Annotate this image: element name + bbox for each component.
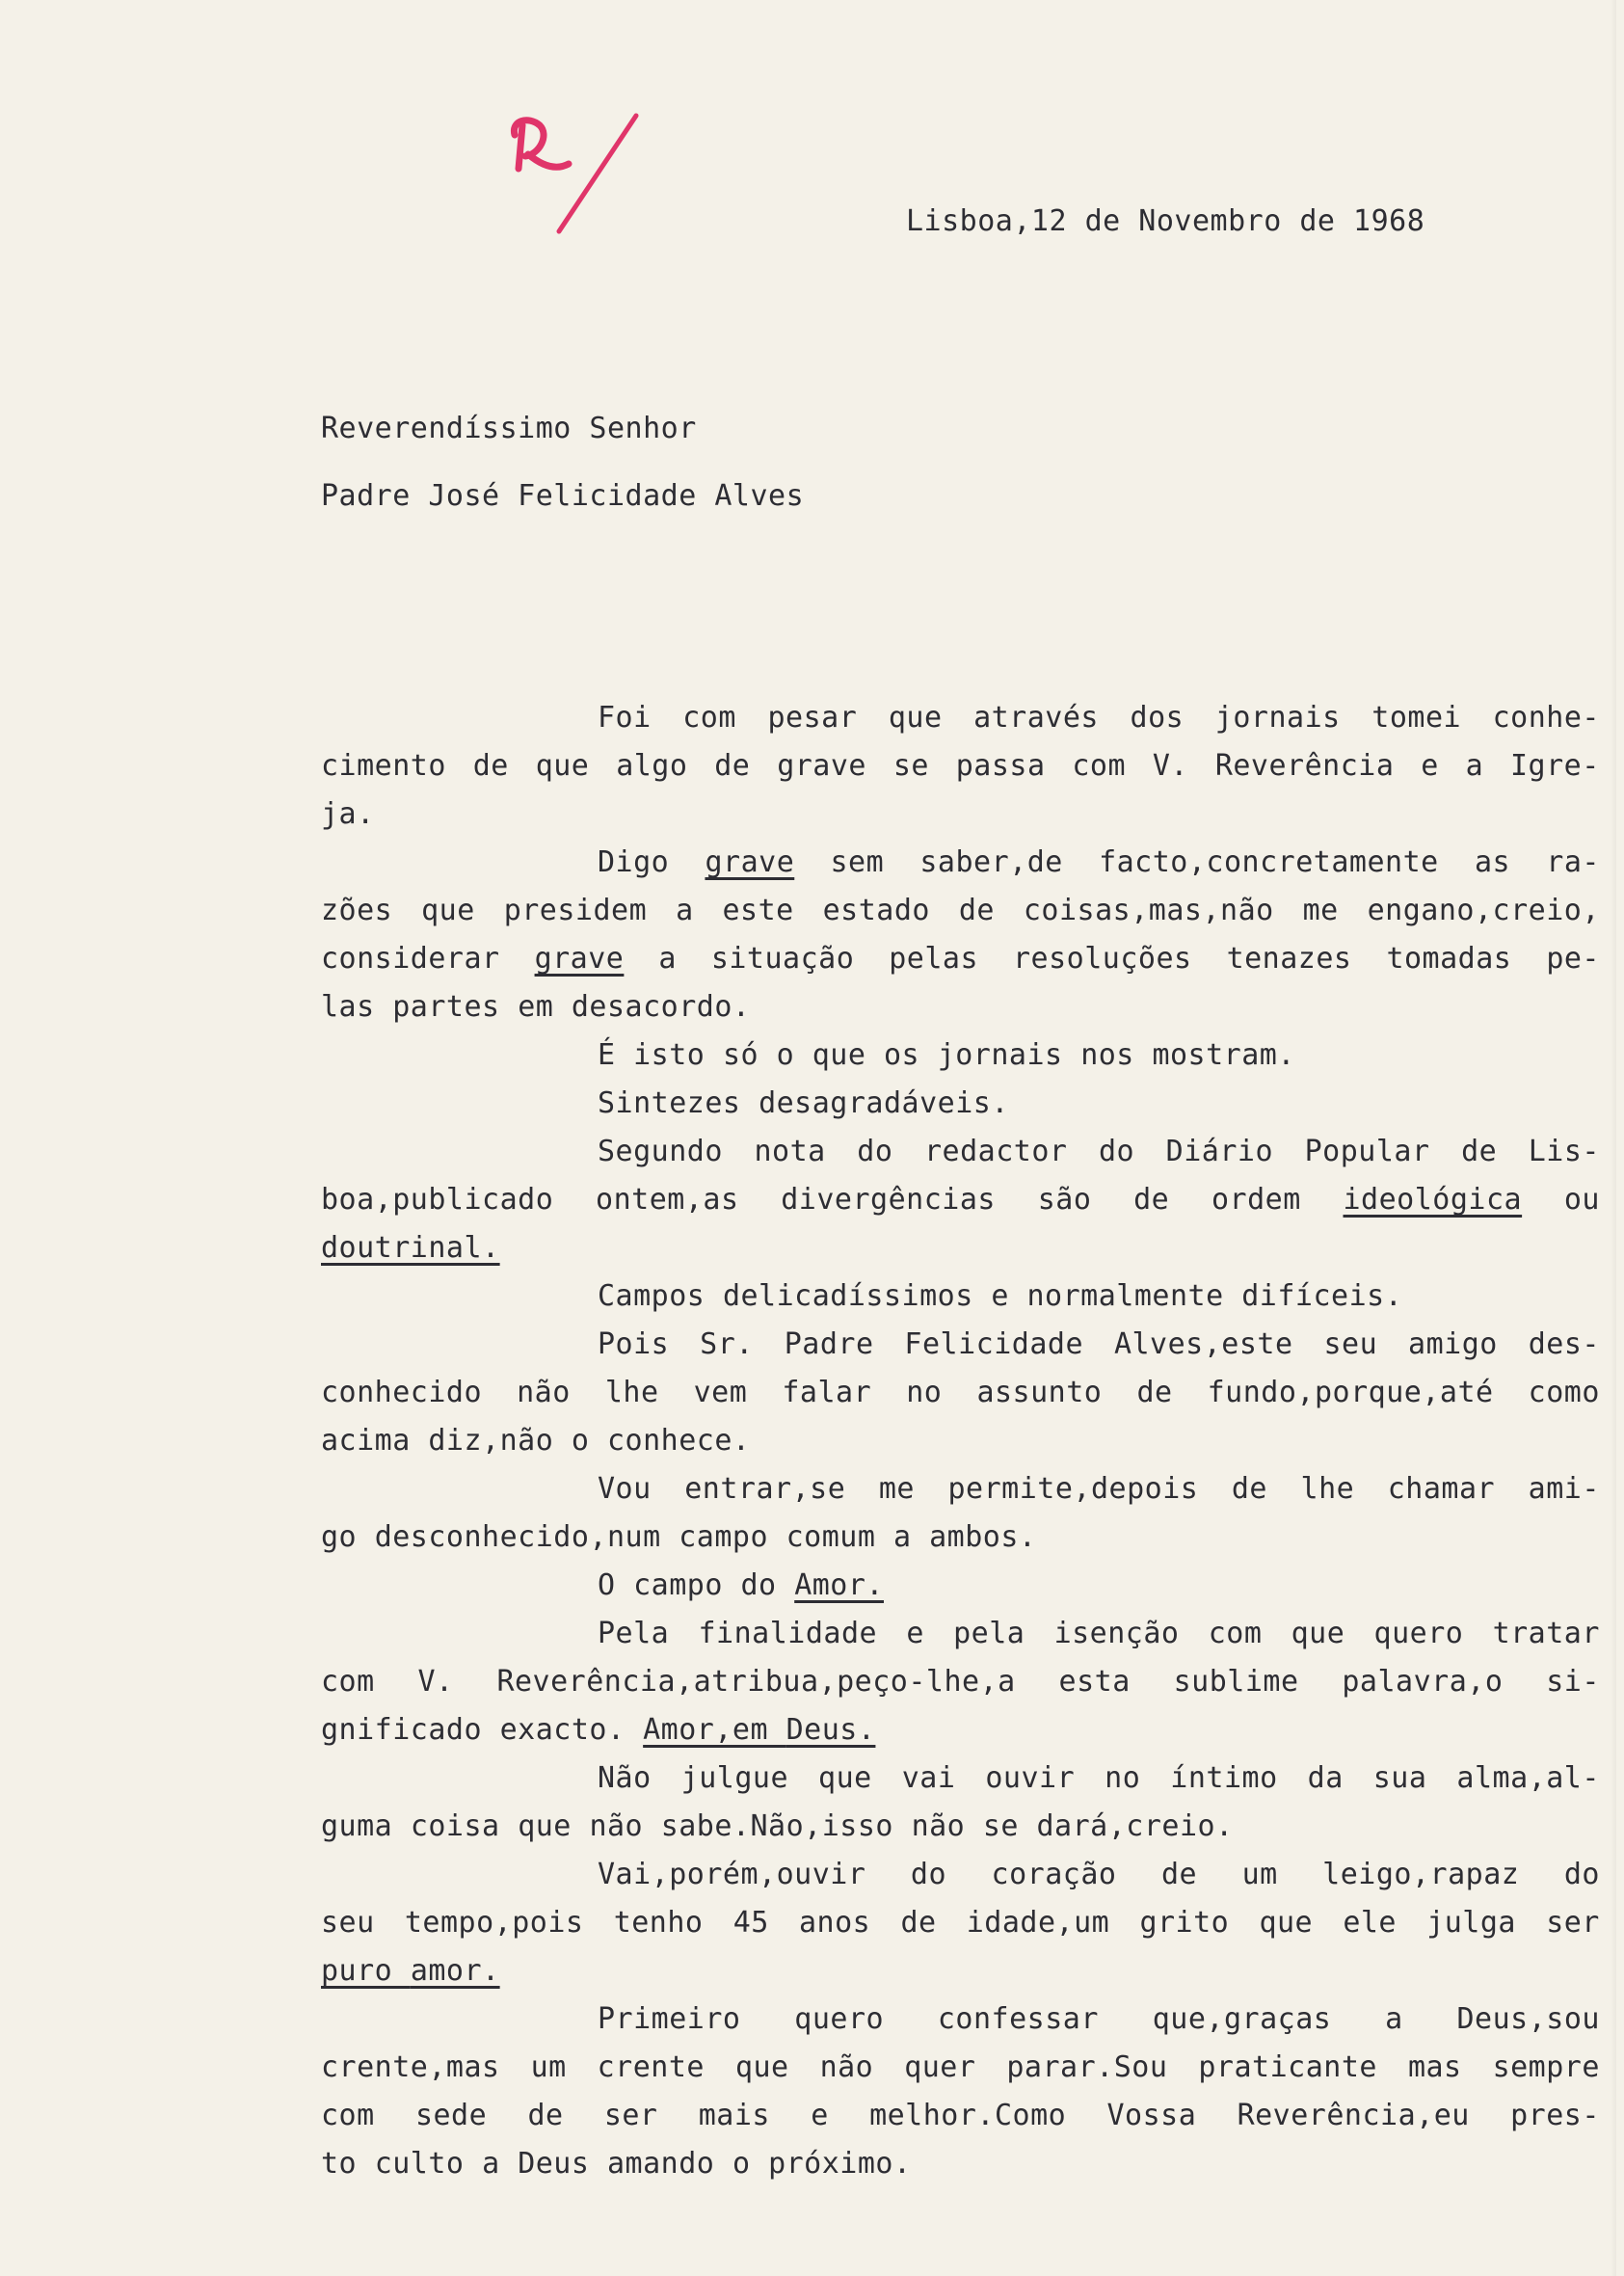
body-word: Reverência <box>1214 749 1395 783</box>
body-word: seu <box>1323 1327 1378 1361</box>
body-word: conhecido <box>321 1376 483 1409</box>
body-word: isto <box>633 1038 723 1072</box>
body-line <box>598 1761 1600 1795</box>
body-line <box>321 1954 500 1988</box>
body-word: 45 <box>732 1906 769 1940</box>
body-word: do <box>910 1858 947 1891</box>
body-word: o <box>571 1424 607 1458</box>
body-word: campo <box>633 1568 741 1602</box>
body-word: las <box>321 990 393 1024</box>
body-line <box>321 1183 1600 1217</box>
body-word: facto,concretamente <box>1099 845 1439 879</box>
body-line <box>598 2002 1600 2036</box>
body-word: e <box>991 1279 1027 1313</box>
body-line <box>598 701 1600 735</box>
body-word: Amor,em <box>643 1713 786 1747</box>
body-word: tomei <box>1371 701 1462 735</box>
body-word: grave <box>777 749 866 783</box>
body-word: que <box>734 2050 789 2084</box>
body-word: que <box>888 701 943 735</box>
body-word: divergências <box>781 1183 996 1217</box>
body-word: to <box>321 2147 375 2181</box>
body-word: Campos <box>598 1279 723 1313</box>
body-word: sabe.Não,isso <box>660 1809 912 1843</box>
body-word: com <box>321 2099 375 2132</box>
body-word: e <box>811 2099 829 2132</box>
body-word: tenho <box>613 1906 704 1940</box>
body-word: com <box>682 701 736 735</box>
body-word: Sintezes <box>598 1086 759 1120</box>
body-word: no <box>906 1376 943 1409</box>
body-word: V. <box>417 1665 454 1699</box>
body-word: Sr. <box>700 1327 754 1361</box>
body-line <box>321 1809 1234 1843</box>
body-word: Reverência,atribua,peço-lhe,a <box>496 1665 1016 1699</box>
body-word: des- <box>1528 1327 1600 1361</box>
body-word: este <box>722 894 794 927</box>
body-word: seu <box>321 1906 375 1940</box>
body-line <box>598 1279 1403 1313</box>
body-word: com <box>1208 1617 1263 1650</box>
body-word: cimento <box>321 749 446 783</box>
body-line <box>598 1038 1295 1072</box>
body-line <box>321 1520 1037 1554</box>
body-word: difíceis. <box>1241 1279 1403 1313</box>
body-line <box>321 1424 751 1458</box>
body-word: um <box>530 2050 567 2084</box>
body-word: esta <box>1058 1665 1131 1699</box>
body-word: Primeiro <box>598 2002 741 2036</box>
body-word: se <box>982 1809 1037 1843</box>
body-word: Segundo <box>598 1135 723 1168</box>
body-word: engano,creio, <box>1367 894 1600 927</box>
body-word: presidem <box>503 894 648 927</box>
body-word: ra- <box>1546 845 1600 879</box>
body-word: a <box>482 2147 519 2181</box>
body-word: se <box>892 749 929 783</box>
body-word: que <box>818 1761 872 1795</box>
body-word: mostram. <box>1152 1038 1295 1072</box>
body-word: de <box>1461 1135 1498 1168</box>
body-word: como <box>1528 1376 1600 1409</box>
body-word: culto <box>374 2147 483 2181</box>
body-word: o <box>776 1038 812 1072</box>
body-word: que <box>518 1809 590 1843</box>
body-word: desacordo. <box>571 990 751 1024</box>
body-line <box>321 2050 1600 2084</box>
body-word: comum <box>785 1520 893 1554</box>
body-word: sede <box>414 2099 488 2132</box>
body-word: quer <box>904 2050 976 2084</box>
body-word: me <box>1302 894 1339 927</box>
body-word: a <box>658 942 677 976</box>
body-word: vai <box>901 1761 956 1795</box>
body-word: Lis- <box>1528 1135 1600 1168</box>
body-word: de <box>1160 1858 1198 1891</box>
body-word: através <box>973 701 1099 735</box>
body-word: a <box>676 894 694 927</box>
body-word: considerar <box>321 942 500 976</box>
body-word: idade,um <box>966 1906 1110 1940</box>
body-word: V. <box>1152 749 1188 783</box>
body-word: o <box>732 2147 769 2181</box>
body-word: parar.Sou <box>1006 2050 1168 2084</box>
body-line <box>598 1858 1600 1891</box>
body-word: leigo,rapaz <box>1322 1858 1520 1891</box>
body-word: pelas <box>889 942 979 976</box>
body-word: de <box>714 749 751 783</box>
body-word: resoluções <box>1013 942 1192 976</box>
body-word: Vou <box>598 1472 652 1506</box>
body-word: a <box>1465 749 1484 783</box>
body-word: Deus <box>518 2147 607 2181</box>
body-word: Pois <box>598 1327 670 1361</box>
body-line <box>598 1472 1600 1506</box>
body-word: doutrinal. <box>321 1231 500 1265</box>
body-word: Igre- <box>1510 749 1600 783</box>
body-word: a <box>892 1520 930 1554</box>
body-line <box>321 749 1600 783</box>
body-word: campo <box>679 1520 786 1554</box>
body-word: praticante <box>1198 2050 1377 2084</box>
body-word: crente,mas <box>321 2050 500 2084</box>
body-word: são <box>1037 1183 1092 1217</box>
body-word: mas <box>1407 2050 1462 2084</box>
body-word: quero <box>794 2002 885 2036</box>
body-line <box>321 2147 912 2181</box>
body-word: finalidade <box>698 1617 878 1650</box>
body-word: melhor.Como <box>869 2099 1067 2132</box>
body-word: estado <box>822 894 930 927</box>
body-word: não <box>589 1809 661 1843</box>
body-word: Vossa <box>1106 2099 1197 2132</box>
body-word: tempo,pois <box>404 1906 584 1940</box>
body-word: conhece. <box>607 1424 751 1458</box>
body-line <box>321 894 1600 927</box>
body-word: diz,não <box>428 1424 572 1458</box>
body-word: tomadas <box>1386 942 1512 976</box>
body-word: Padre <box>784 1327 874 1361</box>
body-word: do <box>1563 1858 1600 1891</box>
body-word: ideológica <box>1343 1183 1523 1217</box>
body-word: de <box>958 894 995 927</box>
body-word: e <box>1421 749 1439 783</box>
body-word: alma,al- <box>1456 1761 1600 1795</box>
body-word: que <box>812 1038 884 1072</box>
salutation-name: Padre José Felicidade Alves <box>321 479 805 513</box>
body-line <box>321 1665 1600 1699</box>
body-word: Felicidade <box>904 1327 1084 1361</box>
body-word: quero <box>1373 1617 1464 1650</box>
body-line <box>598 845 1600 879</box>
body-line <box>321 797 375 831</box>
body-word: ou <box>1563 1183 1600 1217</box>
body-word: Não <box>598 1761 652 1795</box>
body-word: Foi <box>598 701 652 735</box>
body-word: dará,creio. <box>1036 1809 1234 1843</box>
body-word: amor. <box>410 1954 500 1988</box>
body-word: de <box>472 749 509 783</box>
body-word: palavra,o <box>1342 1665 1504 1699</box>
body-line <box>321 990 751 1024</box>
body-word: acima <box>321 1424 429 1458</box>
body-word: saber,de <box>919 845 1063 879</box>
body-word: pres- <box>1510 2099 1600 2132</box>
body-word: normalmente <box>1026 1279 1242 1313</box>
body-word: zões <box>321 894 393 927</box>
body-word: e <box>906 1617 924 1650</box>
body-word: com <box>1072 749 1127 783</box>
body-word: que <box>535 749 590 783</box>
body-word: dos <box>1130 701 1185 735</box>
body-word: partes <box>392 990 519 1024</box>
body-word: grave <box>534 942 625 976</box>
body-word: amigo <box>1408 1327 1498 1361</box>
body-word: pesar <box>767 701 858 735</box>
body-word: lhe <box>604 1376 659 1409</box>
body-word: ambos. <box>929 1520 1037 1554</box>
body-word: confessar <box>937 2002 1099 2036</box>
body-word: ami- <box>1528 1472 1600 1506</box>
body-word: da <box>1307 1761 1344 1795</box>
body-line <box>598 1617 1600 1650</box>
body-word: com <box>321 1665 375 1699</box>
body-word: algo <box>616 749 688 783</box>
body-word: só <box>722 1038 777 1072</box>
body-word: que <box>1291 1617 1345 1650</box>
body-word: de <box>527 2099 564 2132</box>
body-word: exacto. <box>499 1713 644 1747</box>
body-word: jornais <box>937 1038 1081 1072</box>
body-word: permite,depois <box>947 1472 1199 1506</box>
body-word: É <box>598 1038 634 1072</box>
body-word: falar <box>782 1376 872 1409</box>
body-word: desconhecido,num <box>374 1520 679 1554</box>
body-word: Pela <box>598 1617 670 1650</box>
body-word: de <box>1231 1472 1267 1506</box>
body-word: entrar,se <box>684 1472 846 1506</box>
body-word: tratar <box>1492 1617 1600 1650</box>
body-word: não <box>911 1809 983 1843</box>
body-word: Amor. <box>794 1568 884 1602</box>
body-word: ontem,as <box>596 1183 739 1217</box>
body-word: nota <box>754 1135 826 1168</box>
body-word: tenazes <box>1226 942 1352 976</box>
body-word: julgue <box>680 1761 789 1795</box>
body-word: do <box>1099 1135 1135 1168</box>
body-word: crente <box>597 2050 705 2084</box>
body-word: a <box>1385 2002 1403 2036</box>
body-word: Alves,este <box>1113 1327 1293 1361</box>
body-word: chamar <box>1387 1472 1496 1506</box>
body-word: em <box>518 990 572 1024</box>
body-word: me <box>878 1472 915 1506</box>
body-word: ser <box>603 2099 658 2132</box>
body-word: próximo. <box>768 2147 912 2181</box>
body-line <box>598 1086 1009 1120</box>
body-line <box>321 1906 1600 1940</box>
body-word: coração <box>991 1858 1117 1891</box>
body-word: do <box>740 1568 795 1602</box>
body-word: puro <box>321 1954 411 1988</box>
body-word: julga <box>1426 1906 1516 1940</box>
body-word: no <box>1105 1761 1141 1795</box>
body-word: ser <box>1546 1906 1600 1940</box>
body-word: Vai,porém,ouvir <box>598 1858 866 1891</box>
body-word: redactor <box>923 1135 1068 1168</box>
body-word: isenção <box>1053 1617 1180 1650</box>
body-line <box>321 2099 1600 2132</box>
page-edge-shadow <box>1611 0 1616 2276</box>
body-word: Deus. <box>785 1713 876 1747</box>
body-line <box>321 1231 500 1265</box>
body-word: Diário <box>1165 1135 1274 1168</box>
body-word: que <box>421 894 475 927</box>
salutation-title: Reverendíssimo Senhor <box>321 412 697 445</box>
body-line <box>598 1327 1600 1361</box>
body-word: anos <box>799 1906 871 1940</box>
body-word: nos <box>1080 1038 1153 1072</box>
body-word: vem <box>693 1376 748 1409</box>
body-word: sua <box>1372 1761 1427 1795</box>
body-word: de <box>900 1906 937 1940</box>
body-word: pe- <box>1546 942 1600 976</box>
body-word: as <box>1474 845 1511 879</box>
body-word: situação <box>710 942 855 976</box>
body-word: grave <box>705 845 795 879</box>
body-word: sempre <box>1492 2050 1600 2084</box>
body-word: não <box>819 2050 874 2084</box>
body-line <box>321 942 1600 976</box>
body-word: Digo <box>598 845 670 879</box>
body-word: um <box>1241 1858 1278 1891</box>
body-word: que <box>1259 1906 1314 1940</box>
body-word: lhe <box>1300 1472 1355 1506</box>
body-word: Popular <box>1304 1135 1430 1168</box>
body-line <box>598 1568 884 1602</box>
body-word: íntimo <box>1170 1761 1278 1795</box>
body-word: os <box>884 1038 938 1072</box>
body-word: O <box>598 1568 634 1602</box>
body-word: fundo,porque,até <box>1207 1376 1494 1409</box>
body-word: conhe- <box>1492 701 1600 735</box>
body-line <box>321 1376 1600 1409</box>
body-word: grito <box>1139 1906 1230 1940</box>
body-word: jornais <box>1214 701 1341 735</box>
body-word: Reverência,eu <box>1237 2099 1470 2132</box>
body-word: ouvir <box>985 1761 1076 1795</box>
body-word: ele <box>1343 1906 1397 1940</box>
body-word: guma <box>321 1809 411 1843</box>
body-word: si- <box>1546 1665 1600 1699</box>
body-word: mais <box>698 2099 770 2132</box>
body-word: amando <box>607 2147 732 2181</box>
body-line <box>598 1135 1600 1168</box>
body-word: assunto <box>976 1376 1103 1409</box>
body-word: go <box>321 1520 375 1554</box>
red-check-mark <box>501 96 655 241</box>
body-word: gnificado <box>321 1713 500 1747</box>
body-word: ordem <box>1211 1183 1301 1217</box>
body-word: que,graças <box>1152 2002 1332 2036</box>
body-word: Deus,sou <box>1456 2002 1600 2036</box>
body-word: pela <box>953 1617 1025 1650</box>
body-word: de <box>1133 1183 1170 1217</box>
body-word: sublime <box>1173 1665 1299 1699</box>
body-word: desagradáveis. <box>759 1086 1009 1120</box>
body-word: ja. <box>321 797 375 831</box>
body-word: não <box>517 1376 571 1409</box>
letter-date: Lisboa,12 de Novembro de 1968 <box>906 204 1425 238</box>
body-word: delicadíssimos <box>722 1279 992 1313</box>
body-word: boa,publicado <box>321 1183 554 1217</box>
body-word: do <box>857 1135 893 1168</box>
body-word: sem <box>830 845 885 879</box>
body-word: coisa <box>410 1809 519 1843</box>
body-word: passa <box>955 749 1046 783</box>
body-line <box>321 1713 876 1747</box>
body-word: de <box>1136 1376 1173 1409</box>
body-word: coisas,mas,não <box>1023 894 1274 927</box>
